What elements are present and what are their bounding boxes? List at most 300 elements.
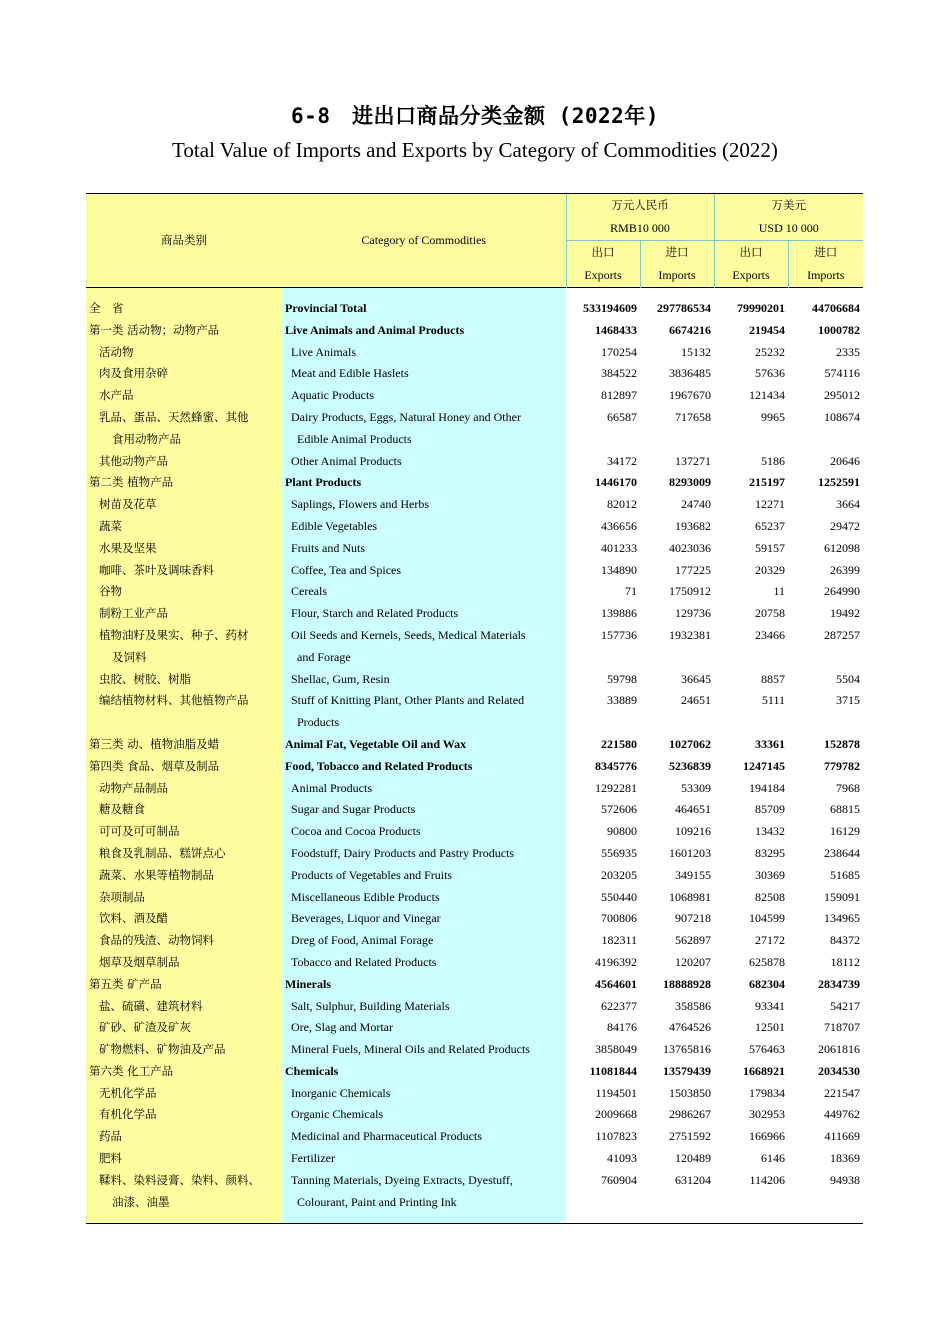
value-rmb-exports: 8345776 <box>595 758 637 773</box>
row-category-zh <box>86 996 282 1018</box>
page-title-en: Total Value of Imports and Exports by Category of Commodities (2022) <box>172 138 778 162</box>
table-row <box>86 1170 863 1214</box>
value-rmb-imports: 18888928 <box>663 976 711 991</box>
row-category-zh <box>86 1061 282 1083</box>
value-rmb-imports: 193682 <box>675 518 711 533</box>
row-category-en <box>282 1170 566 1214</box>
table-row-category <box>86 974 863 996</box>
value-usd-exports: 30369 <box>755 867 785 882</box>
row-category-zh <box>86 778 282 800</box>
value-usd-exports: 179834 <box>749 1085 785 1100</box>
row-category-en <box>282 451 566 473</box>
value-usd-exports: 27172 <box>755 933 785 948</box>
row-category-zh <box>86 1017 282 1039</box>
value-usd-imports: 29472 <box>830 518 860 533</box>
row-category-zh-text: 可可及可可制品 <box>99 824 180 839</box>
value-rmb-imports: 15132 <box>681 344 711 359</box>
value-rmb-exports: 71 <box>625 584 637 599</box>
table-row <box>86 930 863 952</box>
table-row <box>86 494 863 516</box>
row-category-zh-text: 食品的残渣、动物饲料 <box>99 933 214 948</box>
table-row <box>86 1126 863 1148</box>
row-category-en <box>282 603 566 625</box>
row-category-en-text: Other Animal Products <box>291 453 402 468</box>
row-category-en <box>282 1061 566 1083</box>
table-row <box>86 799 863 821</box>
value-rmb-exports: 3858049 <box>595 1042 637 1057</box>
row-category-en <box>282 363 566 385</box>
table-row <box>86 342 863 364</box>
value-usd-exports: 23466 <box>755 627 785 642</box>
row-category-zh <box>86 472 282 494</box>
table-row <box>86 407 863 451</box>
row-category-en-text: Salt, Sulphur, Building Materials <box>291 998 450 1013</box>
row-category-en <box>282 298 566 320</box>
row-category-en <box>282 865 566 887</box>
row-category-en <box>282 1148 566 1170</box>
value-usd-imports: 1252591 <box>818 475 860 490</box>
row-category-zh <box>86 690 282 734</box>
row-category-zh <box>86 843 282 865</box>
value-usd-exports: 6146 <box>761 1151 785 1166</box>
row-category-zh-text: 第五类 矿产品 <box>89 976 162 991</box>
row-category-zh <box>86 756 282 778</box>
value-usd-imports: 18112 <box>830 954 860 969</box>
row-category-en-text: Animal Fat, Vegetable Oil and Wax <box>285 736 467 751</box>
header-rmb-exports-zh: 出口 <box>566 241 640 265</box>
row-category-zh-text: 盐、硫磺、建筑材料 <box>99 998 203 1013</box>
row-category-zh-text: 药品 <box>99 1129 122 1144</box>
value-usd-imports: 84372 <box>830 933 860 948</box>
value-usd-exports: 82508 <box>755 889 785 904</box>
row-category-zh <box>86 1148 282 1170</box>
value-usd-imports: 3715 <box>836 693 860 708</box>
row-category-en-text: Saplings, Flowers and Herbs <box>291 497 429 512</box>
table-row <box>86 865 863 887</box>
value-rmb-exports: 139886 <box>601 606 637 621</box>
row-category-zh-text: 其他动物产品 <box>99 453 168 468</box>
row-category-en <box>282 690 566 734</box>
value-usd-exports: 65237 <box>755 518 785 533</box>
value-rmb-exports: 572606 <box>601 802 637 817</box>
value-rmb-imports: 24651 <box>681 693 711 708</box>
row-category-zh-text: 活动物 <box>99 344 134 359</box>
row-category-zh-text: 第一类 活动物；动物产品 <box>89 322 220 337</box>
value-usd-exports: 121434 <box>749 388 785 403</box>
value-rmb-imports: 36645 <box>681 671 711 686</box>
table-row <box>86 1104 863 1126</box>
table-row <box>86 1039 863 1061</box>
value-rmb-imports: 2751592 <box>669 1129 711 1144</box>
row-category-zh <box>86 1039 282 1061</box>
row-category-en-text: Flour, Starch and Related Products <box>291 606 459 621</box>
header-category-zh: 商品类别 <box>86 194 282 288</box>
header-category-en: Category of Commodities <box>282 194 566 288</box>
row-category-zh-text: 肉及食用杂碎 <box>99 366 168 381</box>
row-category-zh <box>86 603 282 625</box>
row-category-zh <box>86 298 282 320</box>
row-category-en-text: Ore, Slag and Mortar <box>291 1020 393 1035</box>
table-row <box>86 385 863 407</box>
value-rmb-imports: 8293009 <box>669 475 711 490</box>
value-rmb-imports: 13579439 <box>663 1063 711 1078</box>
value-usd-exports: 104599 <box>749 911 785 926</box>
row-category-zh-text: 鞣料、染料浸膏、染料、颜料、 <box>99 1172 260 1187</box>
row-category-zh <box>86 799 282 821</box>
row-category-zh-text: 矿物燃料、矿物油及产品 <box>99 1042 226 1057</box>
value-rmb-imports: 13765816 <box>663 1042 711 1057</box>
value-usd-exports: 85709 <box>755 802 785 817</box>
value-usd-imports: 16129 <box>830 824 860 839</box>
table-row <box>86 451 863 473</box>
row-category-zh <box>86 407 282 451</box>
value-usd-exports: 33361 <box>755 736 785 751</box>
value-rmb-imports: 120207 <box>675 954 711 969</box>
value-rmb-exports: 11081844 <box>589 1063 637 1078</box>
value-rmb-imports: 1068981 <box>669 889 711 904</box>
table-row <box>86 778 863 800</box>
value-usd-imports: 19492 <box>830 606 860 621</box>
row-category-en <box>282 560 566 582</box>
row-category-zh <box>86 320 282 342</box>
value-rmb-imports: 464651 <box>675 802 711 817</box>
row-category-zh-text: 烟草及烟草制品 <box>99 954 180 969</box>
row-category-zh <box>86 887 282 909</box>
row-category-en-text: Dreg of Food, Animal Forage <box>291 933 434 948</box>
table-row-category <box>86 472 863 494</box>
value-usd-exports: 25232 <box>755 344 785 359</box>
value-rmb-exports: 82012 <box>607 497 637 512</box>
row-category-zh-text: 虫胶、树胶、树脂 <box>99 671 191 686</box>
row-category-en-text: Mineral Fuels, Mineral Oils and Related Products <box>291 1042 530 1057</box>
row-category-en-text: Live Animals and Animal Products <box>285 322 465 337</box>
value-rmb-exports: 1446170 <box>595 475 637 490</box>
row-category-en <box>282 1126 566 1148</box>
row-category-zh-text: 第四类 食品、烟草及制品 <box>89 758 220 773</box>
value-rmb-exports: 84176 <box>607 1020 637 1035</box>
table-row <box>86 516 863 538</box>
value-usd-exports: 114206 <box>749 1172 785 1187</box>
value-usd-exports: 83295 <box>755 845 785 860</box>
table-body <box>86 288 863 1224</box>
row-category-zh-text: 肥料 <box>99 1151 122 1166</box>
row-category-en-text: Miscellaneous Edible Products <box>291 889 440 904</box>
value-usd-imports: 221547 <box>824 1085 860 1100</box>
value-rmb-exports: 1107823 <box>595 1129 637 1144</box>
value-rmb-imports: 137271 <box>675 453 711 468</box>
value-rmb-exports: 66587 <box>607 409 637 424</box>
row-category-en-text: Live Animals <box>291 344 356 359</box>
header-usd-en: USD 10 000 <box>714 217 863 241</box>
row-category-zh-text: 蔬菜 <box>99 518 122 533</box>
table-row <box>86 603 863 625</box>
value-usd-exports: 5186 <box>761 453 785 468</box>
row-category-zh <box>86 625 282 669</box>
row-category-zh-text: 树苗及花草 <box>99 497 157 512</box>
value-usd-imports: 51685 <box>830 867 860 882</box>
value-usd-imports: 152878 <box>824 736 860 751</box>
row-category-en <box>282 843 566 865</box>
row-category-en-text: Coffee, Tea and Spices <box>291 562 402 577</box>
row-category-en-text: Cocoa and Cocoa Products <box>291 824 421 839</box>
row-category-en-text: Fertilizer <box>291 1151 335 1166</box>
value-usd-imports: 94938 <box>830 1172 860 1187</box>
table-row <box>86 952 863 974</box>
row-category-en <box>282 669 566 691</box>
row-category-zh-text: 编结植物材料、其他植物产品 <box>99 693 249 708</box>
row-category-en <box>282 407 566 451</box>
value-rmb-exports: 1468433 <box>595 322 637 337</box>
value-usd-imports: 2061816 <box>818 1042 860 1057</box>
row-category-zh <box>86 974 282 996</box>
row-category-en-text: Medicinal and Pharmaceutical Products <box>291 1129 482 1144</box>
value-usd-imports: 264990 <box>824 584 860 599</box>
value-usd-exports: 13432 <box>755 824 785 839</box>
row-category-zh-text: 谷物 <box>99 584 122 599</box>
table-row <box>86 1017 863 1039</box>
row-category-en-text: Inorganic Chemicals <box>291 1085 391 1100</box>
page-title-zh: 6-8 进出口商品分类金额 (2022年) <box>291 104 659 128</box>
table-row <box>86 625 863 669</box>
row-category-en-text: Beverages, Liquor and Vinegar <box>291 911 441 926</box>
value-rmb-exports: 157736 <box>601 627 637 642</box>
row-category-zh <box>86 865 282 887</box>
value-rmb-exports: 34172 <box>607 453 637 468</box>
row-category-en-text: Tobacco and Related Products <box>291 954 437 969</box>
value-usd-exports: 1247145 <box>743 758 785 773</box>
table-row <box>86 843 863 865</box>
row-category-en <box>282 538 566 560</box>
value-rmb-imports: 1932381 <box>669 627 711 642</box>
table-row-category <box>86 298 863 320</box>
header-usd-imports-en: Imports <box>788 264 863 288</box>
row-category-en-text: Plant Products <box>285 475 362 490</box>
value-rmb-imports: 3836485 <box>669 366 711 381</box>
value-usd-exports: 219454 <box>749 322 785 337</box>
value-usd-imports: 68815 <box>830 802 860 817</box>
row-category-en <box>282 385 566 407</box>
value-usd-imports: 449762 <box>824 1107 860 1122</box>
value-rmb-imports: 1027062 <box>669 736 711 751</box>
row-category-en <box>282 974 566 996</box>
row-category-zh-text: 咖啡、茶叶及调味香料 <box>99 562 214 577</box>
row-category-en-text: Stuff of Knitting Plant, Other Plants and Related <box>291 693 525 708</box>
value-rmb-imports: 358586 <box>675 998 711 1013</box>
row-category-zh <box>86 930 282 952</box>
value-rmb-exports: 550440 <box>601 889 637 904</box>
row-category-en <box>282 1083 566 1105</box>
value-rmb-exports: 760904 <box>601 1172 637 1187</box>
table-row <box>86 887 863 909</box>
value-usd-exports: 682304 <box>749 976 785 991</box>
value-rmb-exports: 203205 <box>601 867 637 882</box>
row-category-en-text: Minerals <box>285 976 331 991</box>
row-category-zh <box>86 669 282 691</box>
row-category-en <box>282 799 566 821</box>
value-rmb-imports: 24740 <box>681 497 711 512</box>
row-category-zh-text: 饮料、酒及醋 <box>99 911 168 926</box>
header-rmb-zh: 万元人民币 <box>566 194 714 218</box>
row-category-zh <box>86 952 282 974</box>
row-category-zh <box>86 1126 282 1148</box>
row-category-en <box>282 1017 566 1039</box>
table-row-category <box>86 1061 863 1083</box>
row-category-en-text: Meat and Edible Haslets <box>291 366 409 381</box>
value-usd-exports: 12271 <box>755 497 785 512</box>
row-category-en-text: Products of Vegetables and Fruits <box>291 867 453 882</box>
value-usd-imports: 295012 <box>824 388 860 403</box>
row-category-zh-cont: 及饲料 <box>112 649 147 664</box>
value-rmb-imports: 109216 <box>675 824 711 839</box>
value-rmb-imports: 5236839 <box>669 758 711 773</box>
table-row <box>86 1083 863 1105</box>
value-usd-imports: 159091 <box>824 889 860 904</box>
row-category-en-text: Shellac, Gum, Resin <box>291 671 390 686</box>
value-usd-imports: 7968 <box>836 780 860 795</box>
value-rmb-imports: 120489 <box>675 1151 711 1166</box>
row-category-zh-text: 第三类 动、植物油脂及蜡 <box>89 736 220 751</box>
value-rmb-imports: 631204 <box>675 1172 711 1187</box>
row-category-zh <box>86 1170 282 1214</box>
value-usd-exports: 576463 <box>749 1042 785 1057</box>
value-usd-imports: 238644 <box>824 845 860 860</box>
row-category-en <box>282 887 566 909</box>
value-rmb-exports: 700806 <box>601 911 637 926</box>
row-category-en <box>282 625 566 669</box>
value-rmb-exports: 1194501 <box>595 1085 637 1100</box>
value-rmb-exports: 33889 <box>607 693 637 708</box>
value-usd-imports: 20646 <box>830 453 860 468</box>
value-rmb-exports: 401233 <box>601 540 637 555</box>
value-usd-exports: 1668921 <box>743 1063 785 1078</box>
row-category-zh-text: 矿砂、矿渣及矿灰 <box>99 1020 191 1035</box>
row-category-en <box>282 952 566 974</box>
row-category-en <box>282 1039 566 1061</box>
row-category-en-text: Oil Seeds and Kernels, Seeds, Medical Materials <box>291 627 526 642</box>
row-category-en <box>282 320 566 342</box>
row-category-zh-text: 植物油籽及果实、种子、药材 <box>99 627 249 642</box>
commodity-trade-table <box>86 193 863 1224</box>
value-usd-exports: 12501 <box>755 1020 785 1035</box>
row-category-en <box>282 494 566 516</box>
row-category-en <box>282 756 566 778</box>
row-category-zh-text: 杂项制品 <box>99 889 145 904</box>
header-usd-exports-zh: 出口 <box>714 241 788 265</box>
value-rmb-exports: 384522 <box>601 366 637 381</box>
row-category-en-text: Tanning Materials, Dyeing Extracts, Dyestuff, <box>291 1172 513 1187</box>
row-category-en-text: Dairy Products, Eggs, Natural Honey and Other <box>291 409 521 424</box>
row-category-en-text: Foodstuff, Dairy Products and Pastry Products <box>291 845 515 860</box>
value-rmb-imports: 177225 <box>675 562 711 577</box>
value-rmb-exports: 4196392 <box>595 954 637 969</box>
row-category-en-text: Food, Tobacco and Related Products <box>285 758 473 773</box>
value-usd-imports: 44706684 <box>812 301 860 315</box>
row-category-en-cont: Products <box>297 715 339 730</box>
row-category-zh <box>86 516 282 538</box>
row-category-zh-text: 水果及坚果 <box>99 540 157 555</box>
value-rmb-exports: 4564601 <box>595 976 637 991</box>
value-usd-imports: 26399 <box>830 562 860 577</box>
value-rmb-exports: 59798 <box>607 671 637 686</box>
value-usd-exports: 8857 <box>761 671 785 686</box>
row-category-zh <box>86 1104 282 1126</box>
value-usd-imports: 411669 <box>824 1129 860 1144</box>
value-usd-imports: 2335 <box>836 344 860 359</box>
value-rmb-exports: 1292281 <box>595 780 637 795</box>
table-row <box>86 669 863 691</box>
header-usd-imports-zh: 进口 <box>788 241 863 265</box>
value-rmb-exports: 41093 <box>607 1151 637 1166</box>
row-category-zh-text: 乳品、蛋品、天然蜂蜜、其他 <box>99 409 249 424</box>
row-category-en-cont: Colourant, Paint and Printing Ink <box>297 1194 457 1209</box>
header-rmb-exports-en: Exports <box>566 264 640 288</box>
row-category-en-text: Organic Chemicals <box>291 1107 384 1122</box>
header-usd-zh: 万美元 <box>714 194 863 218</box>
row-category-zh-text: 全 省 <box>89 301 124 315</box>
value-rmb-imports: 2986267 <box>669 1107 711 1122</box>
value-usd-imports: 108674 <box>824 409 860 424</box>
row-category-zh-text: 第六类 化工产品 <box>89 1063 174 1078</box>
value-rmb-exports: 182311 <box>601 933 637 948</box>
row-category-en <box>282 778 566 800</box>
row-category-en-text: Chemicals <box>285 1063 339 1078</box>
row-category-zh <box>86 342 282 364</box>
row-category-en-text: Cereals <box>291 584 327 599</box>
value-rmb-exports: 533194609 <box>583 301 637 315</box>
table-row <box>86 581 863 603</box>
row-category-zh-text: 无机化学品 <box>99 1085 157 1100</box>
value-usd-exports: 302953 <box>749 1107 785 1122</box>
value-rmb-imports: 297786534 <box>657 301 711 315</box>
table-row <box>86 560 863 582</box>
row-category-zh <box>86 363 282 385</box>
value-usd-exports: 215197 <box>749 475 785 490</box>
value-rmb-imports: 53309 <box>681 780 711 795</box>
row-category-en-cont: and Forage <box>297 649 351 664</box>
header-usd-exports-en: Exports <box>714 264 788 288</box>
value-usd-imports: 287257 <box>824 627 860 642</box>
row-category-en <box>282 342 566 364</box>
table-row-category <box>86 734 863 756</box>
row-category-zh-text: 有机化学品 <box>99 1107 157 1122</box>
table-row <box>86 538 863 560</box>
value-usd-imports: 18369 <box>830 1151 860 1166</box>
row-category-en-text: Provincial Total <box>285 301 367 315</box>
value-rmb-imports: 717658 <box>675 409 711 424</box>
value-rmb-exports: 2009668 <box>595 1107 637 1122</box>
header-rmb-imports-zh: 进口 <box>640 241 714 265</box>
table-row <box>86 996 863 1018</box>
row-category-en-text: Edible Vegetables <box>291 518 378 533</box>
table-row <box>86 363 863 385</box>
value-rmb-imports: 907218 <box>675 911 711 926</box>
value-usd-imports: 574116 <box>824 366 860 381</box>
value-rmb-imports: 1967670 <box>669 388 711 403</box>
value-usd-imports: 612098 <box>824 540 860 555</box>
value-usd-imports: 718707 <box>824 1020 860 1035</box>
table-row <box>86 908 863 930</box>
row-category-zh-text: 糖及糖食 <box>99 802 145 817</box>
table-row <box>86 821 863 843</box>
row-category-en <box>282 472 566 494</box>
value-rmb-imports: 1503850 <box>669 1085 711 1100</box>
value-rmb-imports: 562897 <box>675 933 711 948</box>
value-usd-exports: 20758 <box>755 606 785 621</box>
row-category-en <box>282 930 566 952</box>
value-usd-exports: 59157 <box>755 540 785 555</box>
value-usd-imports: 54217 <box>830 998 860 1013</box>
value-rmb-imports: 1750912 <box>669 584 711 599</box>
